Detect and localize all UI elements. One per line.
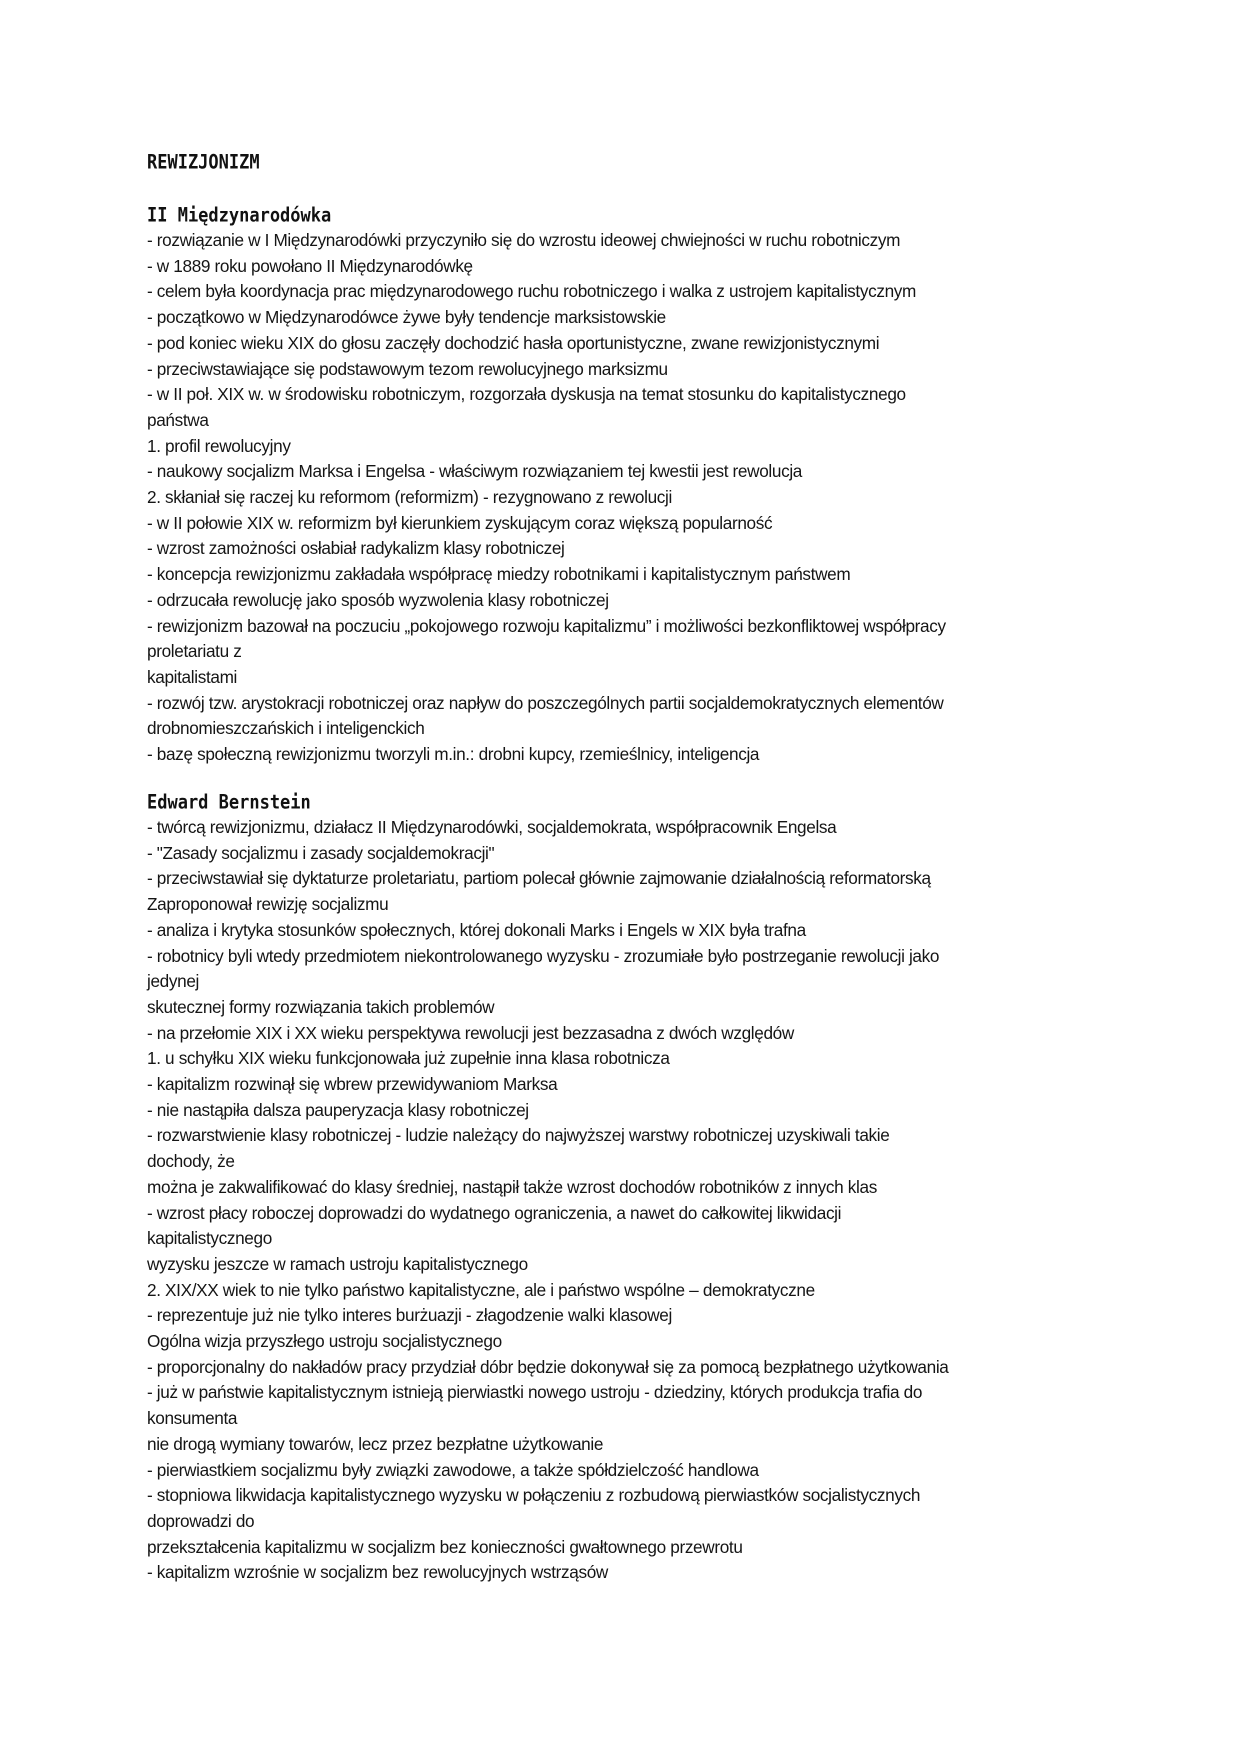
text-line: - kapitalizm wzrośnie w socjalizm bez rewolucyjnych wstrząsów bbox=[147, 1562, 608, 1583]
text-line: - bazę społeczną rewizjonizmu tworzyli m.in.: drobni kupcy, rzemieślnicy, inteligencja bbox=[147, 744, 760, 765]
text-line: - w 1889 roku powołano II Międzynarodówkę bbox=[147, 255, 473, 276]
text-line: - wzrost zamożności osłabiał radykalizm klasy robotniczej bbox=[147, 538, 565, 559]
section-lines bbox=[147, 228, 1107, 768]
text-line: jedynej bbox=[147, 971, 200, 992]
text-line: kapitalistami bbox=[147, 666, 238, 687]
section-edward-bernstein bbox=[147, 790, 1107, 1586]
text-line: - na przełomie XIX i XX wieku perspektywa rewolucji jest bezzasadna z dwóch względów bbox=[147, 1022, 794, 1043]
document-title: REWIZJONIZM bbox=[147, 151, 260, 175]
text-line: - pierwiastkiem socjalizmu były związki zawodowe, a także spółdzielczość handlowa bbox=[147, 1459, 759, 1480]
text-line: - proporcjonalny do nakładów pracy przydział dóbr będzie dokonywał się za pomocą bezpłatnego użytkowania bbox=[147, 1356, 949, 1377]
text-line: Zaproponował rewizję socjalizmu bbox=[147, 894, 389, 915]
text-line: wyzysku jeszcze w ramach ustroju kapitalistycznego bbox=[147, 1253, 528, 1274]
text-line: - rozwiązanie w I Międzynarodówki przyczyniło się do wzrostu ideowej chwiejności w ruchu robotniczym bbox=[147, 230, 901, 250]
text-line: - już w państwie kapitalistycznym istnieją pierwiastki nowego ustroju - dziedziny, których produkcja trafia do bbox=[147, 1382, 923, 1403]
text-line: nie drogą wymiany towarów, lecz przez bezpłatne użytkowanie bbox=[147, 1433, 604, 1454]
text-line: - reprezentuje już nie tylko interes burżuazji - złagodzenie walki klasowej bbox=[147, 1305, 672, 1326]
section-ii-miedzynarodowka bbox=[147, 203, 1107, 768]
text-line: doprowadzi do bbox=[147, 1510, 255, 1531]
text-line: - analiza i krytyka stosunków społecznych, której dokonali Marks i Engels w XIX była trafna bbox=[147, 919, 806, 940]
text-line: - w II połowie XIX w. reformizm był kierunkiem zyskującym coraz większą popularność bbox=[147, 512, 773, 533]
text-line: - stopniowa likwidacja kapitalistycznego wyzysku w połączeniu z rozbudową pierwiastków socjalistycznych bbox=[147, 1485, 921, 1506]
text-line: 2. skłaniał się raczej ku reformom (reformizm) - rezygnowano z rewolucji bbox=[147, 487, 672, 508]
text-line: skutecznej formy rozwiązania takich problemów bbox=[147, 996, 495, 1017]
text-line: 2. XIX/XX wiek to nie tylko państwo kapitalistyczne, ale i państwo wspólne – demokratyczne bbox=[147, 1279, 815, 1300]
text-line: - twórcą rewizjonizmu, działacz II Międzynarodówki, socjaldemokrata, współpracownik Engelsa bbox=[147, 817, 837, 837]
text-line: dochody, że bbox=[147, 1151, 235, 1172]
text-line: 1. profil rewolucyjny bbox=[147, 435, 291, 456]
section-heading: Edward Bernstein bbox=[147, 791, 311, 815]
section-heading: II Międzynarodówka bbox=[147, 204, 332, 228]
text-line: - początkowo w Międzynarodówce żywe były tendencje marksistowskie bbox=[147, 307, 666, 328]
text-line: - rozwarstwienie klasy robotniczej - ludzie należący do najwyższej warstwy robotniczej uzyskiwali takie bbox=[147, 1125, 890, 1146]
text-line: - w II poł. XIX w. w środowisku robotniczym, rozgorzała dyskusja na temat stosunku do kapitalistycznego bbox=[147, 384, 906, 405]
text-line: - nie nastąpiła dalsza pauperyzacja klasy robotniczej bbox=[147, 1099, 529, 1120]
text-line: 1. u schyłku XIX wieku funkcjonowała już zupełnie inna klasa robotnicza bbox=[147, 1048, 670, 1069]
text-line: - naukowy socjalizm Marksa i Engelsa - właściwym rozwiązaniem tej kwestii jest rewolucja bbox=[147, 461, 802, 482]
text-line: - odrzucała rewolucję jako sposób wyzwolenia klasy robotniczej bbox=[147, 589, 609, 610]
text-line: - przeciwstawiał się dyktaturze proletariatu, partiom polecał głównie zajmowanie działalnością reformatorską bbox=[147, 868, 931, 889]
text-line: konsumenta bbox=[147, 1408, 238, 1429]
text-line: - wzrost płacy roboczej doprowadzi do wydatnego ograniczenia, a nawet do całkowitej likwidacji bbox=[147, 1202, 842, 1223]
text-line: - rewizjonizm bazował na poczuciu „pokojowego rozwoju kapitalizmu” i możliwości bezkonfliktowej współpracy bbox=[147, 615, 946, 636]
text-line: - przeciwstawiające się podstawowym tezom rewolucyjnego marksizmu bbox=[147, 358, 668, 379]
text-line: - robotnicy byli wtedy przedmiotem niekontrolowanego wyzysku - zrozumiałe było postrzeganie rewolucji jako bbox=[147, 945, 940, 966]
text-line: - kapitalizm rozwinął się wbrew przewidywaniom Marksa bbox=[147, 1074, 558, 1095]
text-line: - rozwój tzw. arystokracji robotniczej oraz napływ do poszczególnych partii socjaldemokratycznych elementów bbox=[147, 692, 944, 713]
text-line: państwa bbox=[147, 409, 209, 430]
text-line: kapitalistycznego bbox=[147, 1228, 272, 1249]
text-line: - pod koniec wieku XIX do głosu zaczęły dochodzić hasła oportunistyczne, zwane rewizjonistycznymi bbox=[147, 332, 880, 353]
text-line: drobnomieszczańskich i inteligenckich bbox=[147, 718, 425, 739]
text-line: proletariatu z bbox=[147, 641, 242, 662]
text-line: można je zakwalifikować do klasy średniej, nastąpił także wzrost dochodów robotników z innych klas bbox=[147, 1176, 877, 1197]
section-lines bbox=[147, 815, 1107, 1586]
text-line: przekształcenia kapitalizmu w socjalizm bez konieczności gwałtownego przewrotu bbox=[147, 1536, 743, 1557]
text-line: - celem była koordynacja prac międzynarodowego ruchu robotniczego i walka z ustrojem kapitalistycznym bbox=[147, 281, 917, 302]
text-line: - koncepcja rewizjonizmu zakładała współpracę miedzy robotnikami i kapitalistycznym państwem bbox=[147, 564, 851, 585]
text-line: Ogólna wizja przyszłego ustroju socjalistycznego bbox=[147, 1331, 502, 1352]
text-line: - "Zasady socjalizmu i zasady socjaldemokracji" bbox=[147, 842, 495, 863]
